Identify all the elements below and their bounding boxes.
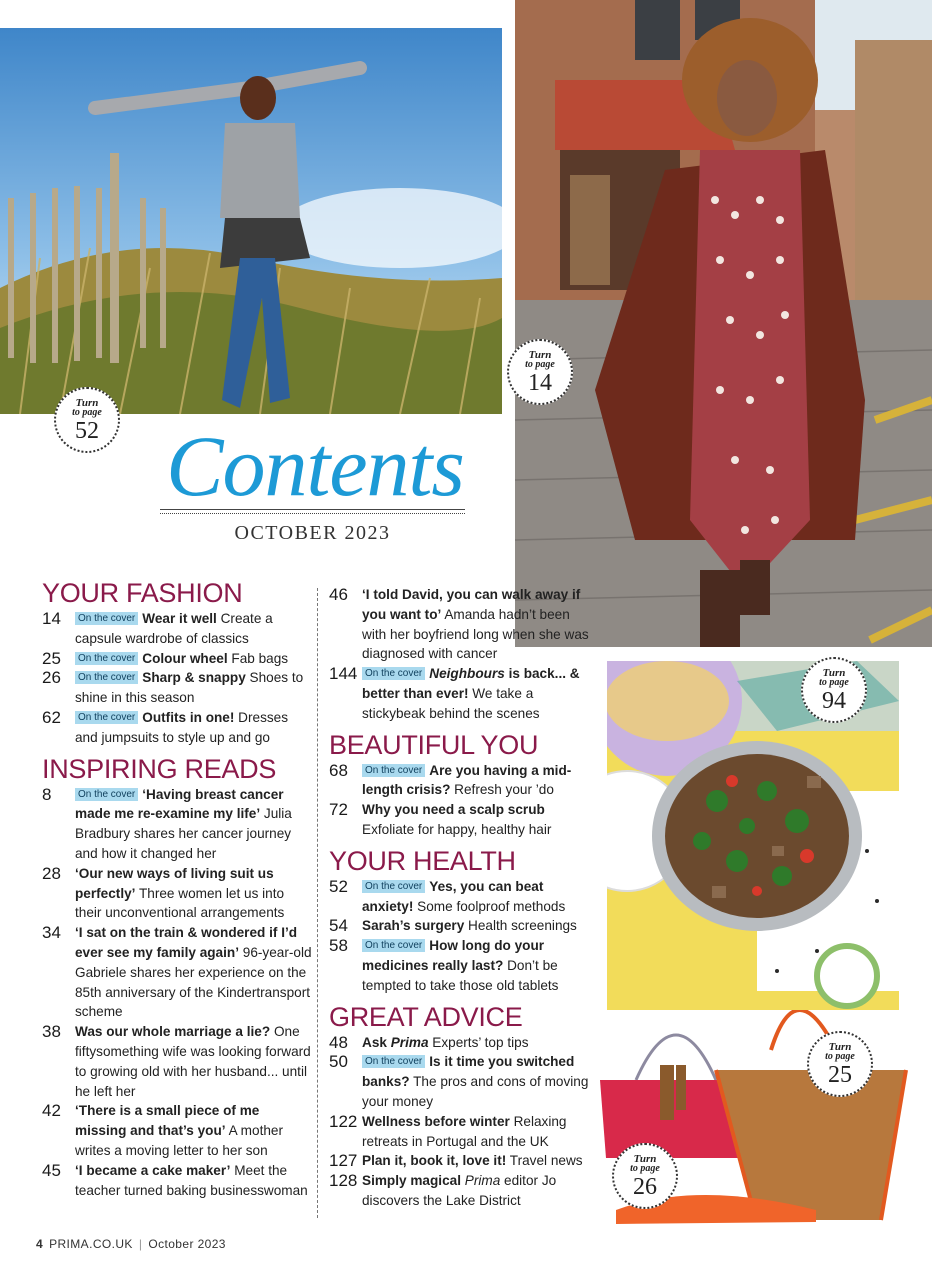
badge-sub: to page [819, 676, 849, 688]
entry-title: ‘I sat on the train & wondered if I’d ever see my family again’ [75, 925, 298, 960]
toc-entry[interactable] [329, 585, 593, 664]
entry-desc: The pros and cons of moving your money [362, 1074, 589, 1109]
toc-entry[interactable] [42, 785, 314, 864]
entry-page: 42 [42, 1101, 61, 1121]
toc-entry[interactable] [42, 708, 314, 748]
entry-desc: Don’t be tempted to take those old tablets [362, 957, 559, 993]
entry-title: Outfits in one! [142, 709, 235, 725]
entry-page: 34 [42, 923, 61, 943]
entry-page: 38 [42, 1022, 61, 1042]
toc-entry[interactable] [42, 1101, 314, 1160]
badge-page-number: 25 [828, 1061, 852, 1088]
on-the-cover-tag: On the cover [362, 667, 425, 680]
toc-entry[interactable] [42, 668, 314, 708]
badge-word: Turn [75, 396, 99, 409]
entry-title: Sharp & snappy [142, 670, 246, 686]
section-heading-your-health: YOUR HEALTH [329, 845, 516, 876]
entry-desc: Julia Bradbury shares her cancer journey and how it changed her [75, 806, 292, 861]
entry-desc-italic: Prima [464, 1173, 501, 1189]
entry-page: 26 [42, 668, 61, 688]
toc-entry[interactable] [329, 877, 593, 917]
footer-separator: | [138, 1237, 143, 1251]
entry-page: 72 [329, 800, 348, 820]
entry-page: 14 [42, 609, 61, 628]
on-the-cover-tag: On the cover [362, 939, 425, 952]
entry-page: 28 [42, 863, 61, 883]
entry-title: Colour wheel [142, 650, 228, 666]
entry-desc: Some foolproof methods [417, 898, 566, 914]
entry-page: 25 [42, 648, 61, 668]
toc-entry[interactable] [329, 1112, 593, 1152]
badge-word: Turn [528, 348, 552, 361]
entry-page: 127 [329, 1151, 358, 1171]
entry-page: 46 [329, 585, 348, 604]
photo-dunes-woman [0, 28, 502, 414]
entry-title: Plan it, book it, love it! [362, 1153, 507, 1169]
entry-desc: Fab bags [231, 650, 289, 666]
section-heading-fashion: YOUR FASHION [42, 578, 243, 608]
toc-entry[interactable] [42, 649, 314, 669]
footer-site[interactable]: PRIMA.CO.UK [49, 1237, 133, 1251]
page-title: Contents [166, 418, 464, 514]
badge-word: Turn [822, 666, 846, 679]
badge-sub: to page [825, 1050, 855, 1062]
column-divider [317, 588, 318, 1218]
entry-desc: Health screenings [468, 918, 577, 934]
entry-title: Wellness before winter [362, 1113, 510, 1129]
entry-desc: Create a capsule wardrobe of classics [75, 611, 273, 646]
toc-entry[interactable] [42, 864, 314, 923]
turn-to-page-badge [801, 657, 867, 723]
section-heading-beautiful-you: BEAUTIFUL YOU [329, 729, 539, 760]
entry-title: Wear it well [142, 611, 217, 626]
toc-entry[interactable] [329, 1151, 593, 1171]
turn-to-page-badge [612, 1143, 678, 1209]
entry-page: 128 [329, 1171, 358, 1191]
entry-title: Sarah’s surgery [362, 918, 465, 934]
entry-page: 52 [329, 876, 348, 896]
entry-desc: Travel news [509, 1153, 583, 1169]
entry-page: 62 [42, 707, 61, 727]
entry-desc: Amanda hadn’t been with her boyfriend long when she was diagnosed with cancer [362, 606, 589, 662]
footer-page-number: 4 [36, 1237, 44, 1251]
entry-title: Why you need a scalp scrub [362, 802, 545, 818]
entry-desc: Relaxing retreats in Portugal and the UK [362, 1113, 567, 1149]
page-footer [36, 1237, 226, 1251]
title-divider [160, 509, 465, 514]
entry-desc: A mother writes a moving letter to her son [75, 1123, 283, 1158]
entry-title: is back... & better than ever! [362, 666, 580, 701]
entry-page: 8 [42, 784, 52, 804]
badge-sub: to page [72, 406, 102, 418]
entry-title: ‘I became a cake maker’ [75, 1162, 231, 1178]
toc-right-column [329, 585, 593, 1211]
toc-entry[interactable] [42, 1022, 314, 1101]
entry-title: Simply magical [362, 1173, 461, 1189]
badge-page-number: 26 [633, 1173, 657, 1200]
entry-title: Was our whole marriage a lie? [75, 1024, 271, 1040]
turn-to-page-badge [507, 339, 573, 405]
toc-entry[interactable] [329, 800, 593, 840]
section-heading-inspiring-reads: INSPIRING READS [42, 753, 277, 784]
toc-entry[interactable] [329, 664, 593, 723]
entry-page: 50 [329, 1052, 348, 1072]
badge-word: Turn [828, 1040, 852, 1053]
entry-desc: Three women let us into their unconventional arrangements [75, 885, 285, 921]
entry-title: Ask [362, 1034, 387, 1050]
entry-page: 58 [329, 936, 348, 956]
badge-page-number: 94 [822, 687, 846, 714]
entry-desc: editor Jo discovers the Lake District [362, 1173, 557, 1208]
entry-desc: Shoes to shine in this season [75, 670, 304, 706]
photo-street-woman [515, 0, 932, 647]
entry-title: Are you having a mid-length crisis? [362, 762, 572, 798]
entry-title-italic: Neighbours [429, 666, 505, 682]
entry-title: ‘Our new ways of living suit us perfectly’ [75, 865, 274, 901]
toc-entry[interactable] [329, 1033, 593, 1053]
entry-title-italic: Prima [390, 1034, 429, 1050]
toc-entry[interactable] [42, 609, 314, 649]
toc-entry[interactable] [329, 761, 593, 801]
entry-desc: One fiftysomething wife was looking forward to growing old with her husband... until he left her [75, 1024, 311, 1099]
on-the-cover-tag: On the cover [75, 652, 138, 665]
on-the-cover-tag: On the cover [75, 788, 138, 801]
toc-entry[interactable] [42, 1161, 314, 1201]
entry-desc: Meet the teacher turned baking businesswoman [75, 1162, 308, 1198]
on-the-cover-tag: On the cover [75, 711, 138, 724]
entry-title: ‘I told David, you can walk away if you want to’ [362, 587, 581, 622]
on-the-cover-tag: On the cover [362, 764, 425, 777]
turn-to-page-badge [54, 387, 120, 453]
entry-title: ‘There is a small piece of me missing and that’s you’ [75, 1103, 260, 1139]
badge-sub: to page [630, 1162, 660, 1174]
toc-entry[interactable] [329, 916, 593, 936]
entry-page: 45 [42, 1160, 61, 1180]
on-the-cover-tag: On the cover [362, 1055, 425, 1068]
badge-page-number: 52 [75, 417, 99, 444]
toc-entry[interactable] [42, 923, 314, 1022]
toc-entry[interactable] [329, 936, 593, 995]
issue-date: OCTOBER 2023 [234, 522, 391, 544]
footer-issue: October 2023 [148, 1237, 226, 1251]
entry-title: ‘Having breast cancer made me re-examine my life’ [75, 786, 284, 822]
on-the-cover-tag: On the cover [75, 612, 138, 625]
badge-word: Turn [633, 1152, 657, 1165]
section-heading-great-advice: GREAT ADVICE [329, 1001, 523, 1032]
entry-desc: Experts’ top tips [432, 1034, 529, 1050]
toc-entry[interactable] [329, 1171, 593, 1211]
entry-page: 48 [329, 1032, 348, 1052]
entry-page: 54 [329, 916, 348, 936]
entry-title: How long do your medicines really last? [362, 938, 545, 973]
entry-desc: Refresh your ’do [454, 782, 554, 798]
toc-entry[interactable] [329, 1052, 593, 1111]
entry-title: Is it time you switched banks? [362, 1054, 575, 1090]
badge-page-number: 14 [528, 369, 552, 396]
entry-page: 144 [329, 664, 358, 684]
entry-desc: Exfoliate for happy, healthy hair [362, 821, 552, 837]
toc-left-column [42, 578, 314, 1200]
entry-page: 68 [329, 760, 348, 780]
on-the-cover-tag: On the cover [362, 880, 425, 893]
turn-to-page-badge [807, 1031, 873, 1097]
entry-desc: Dresses and jumpsuits to style up and go [75, 709, 289, 745]
entry-desc: We take a stickybeak behind the scenes [362, 685, 540, 721]
on-the-cover-tag: On the cover [75, 671, 138, 684]
entry-title: Yes, you can beat anxiety! [362, 878, 544, 914]
badge-sub: to page [525, 358, 555, 370]
entry-page: 122 [329, 1111, 358, 1131]
entry-desc: 96-year-old Gabriele shares her experience on the 85th anniversary of the Kindertransport scheme [75, 944, 312, 1020]
